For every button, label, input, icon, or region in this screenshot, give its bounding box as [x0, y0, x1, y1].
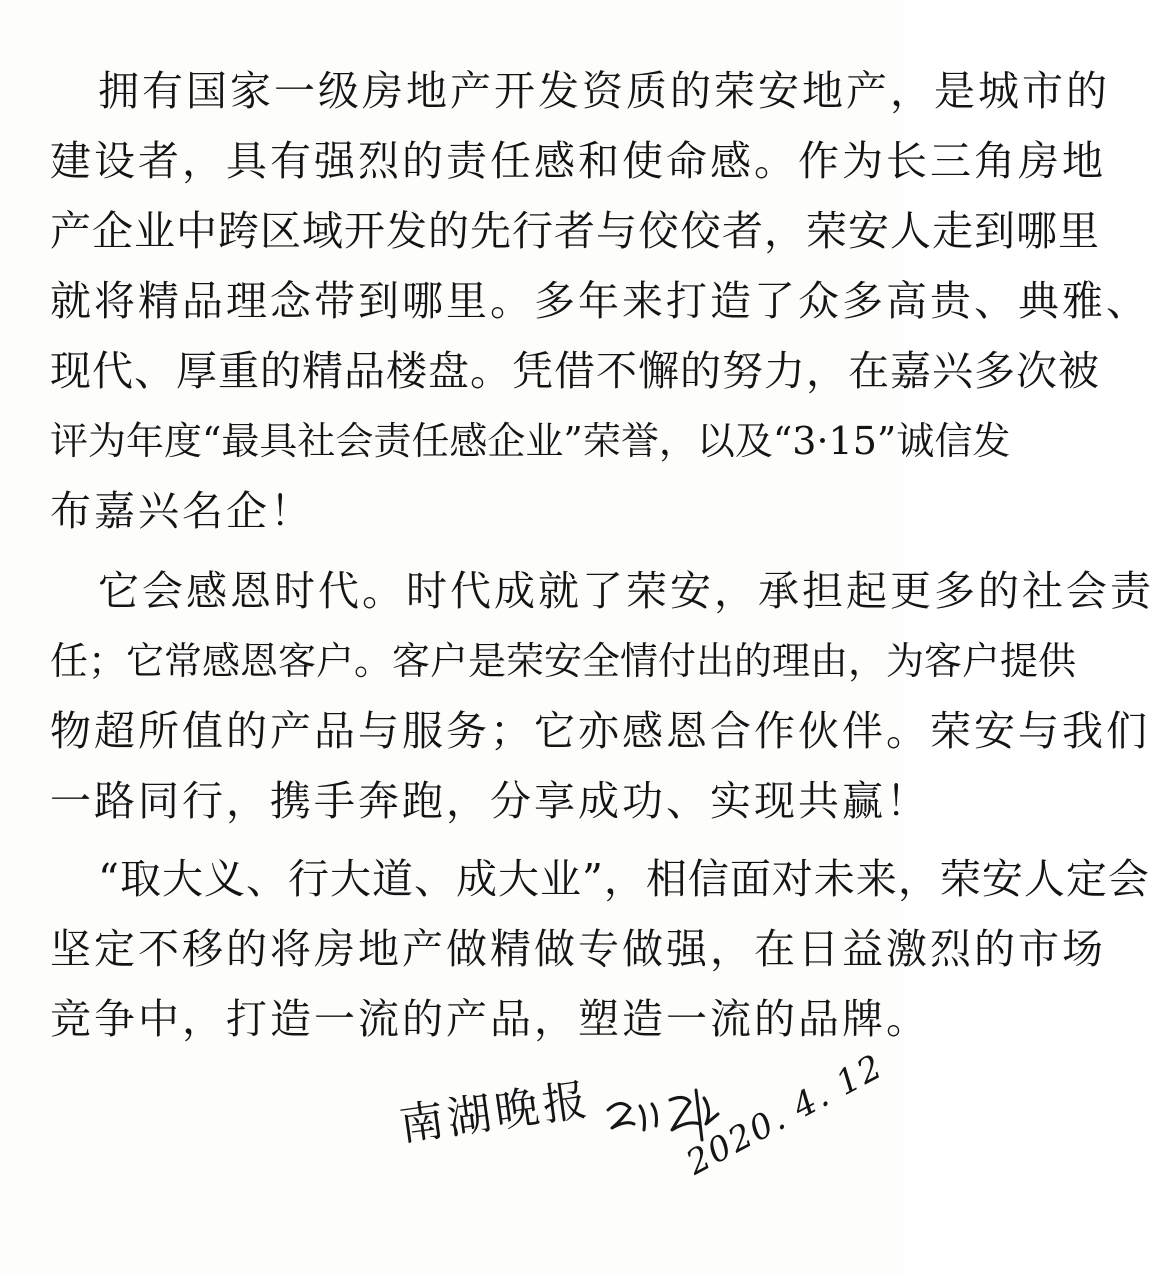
letter-line: 一路同行，携手奔跑，分享成功、实现共赢！	[50, 777, 930, 825]
letter-line: 现代、厚重的精品楼盘。凭借不懈的努力，在嘉兴多次被	[50, 347, 1100, 395]
letter-line: 任；它常感恩客户。客户是荣安全情付出的理由，为客户提供	[50, 639, 1077, 683]
letter-line: 就将精品理念带到哪里。多年来打造了众多高贵、典雅、	[50, 277, 1150, 325]
letter-line: 坚定不移的将房地产做精做专做强，在日益激烈的市场	[50, 925, 1106, 973]
letter-line: 建设者，具有强烈的责任感和使命感。作为长三角房地	[50, 137, 1106, 185]
signature-date: 2020. 4. 12	[680, 1046, 891, 1184]
letter-line: 拥有国家一级房地产开发资质的荣安地产，是城市的	[98, 67, 1110, 115]
letter-line: 评为年度“最具社会责任感企业”荣誉，以及“3·15”诚信发	[50, 419, 1011, 463]
letter-line: “取大义、行大道、成大业”，相信面对未来，荣安人定会	[98, 855, 1150, 903]
letter-line: 布嘉兴名企！	[50, 487, 314, 535]
signature-block	[395, 1046, 895, 1260]
newspaper-name: 南湖晚报	[396, 1074, 594, 1152]
letter-line: 物超所值的产品与服务；它亦感恩合作伙伴。荣安与我们	[50, 707, 1150, 755]
letter-line: 它会感恩时代。时代成就了荣安，承担起更多的社会责	[98, 567, 1154, 615]
letter-line: 产企业中跨区域开发的先行者与佼佼者，荣安人走到哪里	[50, 207, 1100, 255]
letter-line: 竞争中，打造一流的产品，塑造一流的品牌。	[50, 995, 930, 1043]
